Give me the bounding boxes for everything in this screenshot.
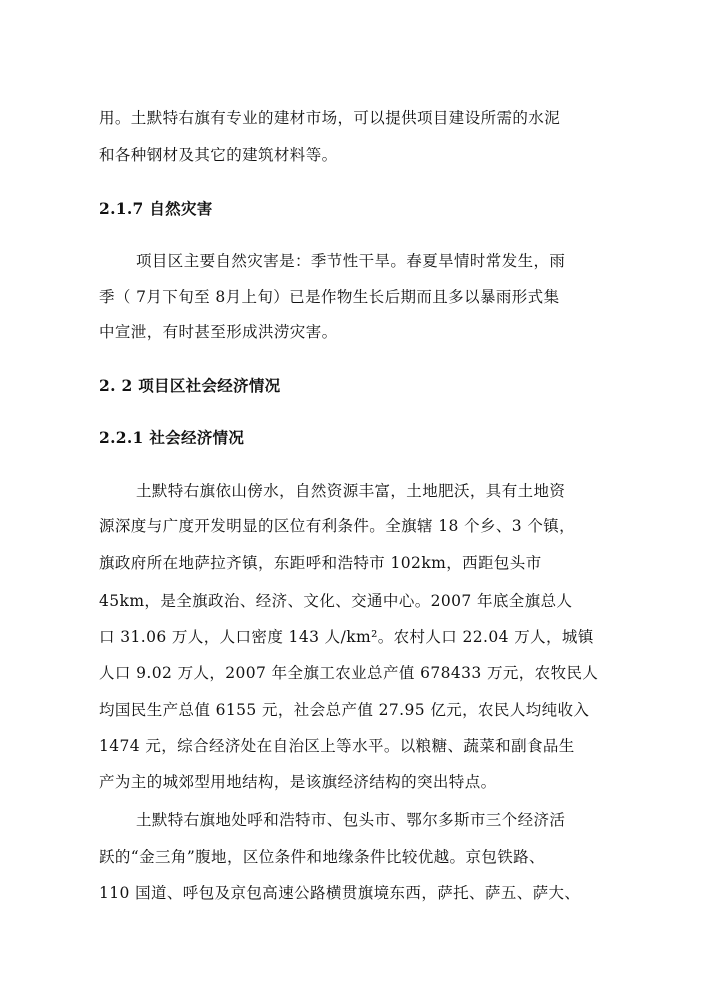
economy-p1-line-7: 均国民生产总值 6155 元，社会总产值 27.95 亿元，农民人均纯收入: [99, 701, 590, 719]
economy-p1-line-8: 1474 元，综合经济处在自治区上等水平。以粮糖、蔬菜和副食品生: [99, 737, 575, 755]
disaster-line-3: 中宣泄，有时甚至形成洪涝灾害。: [99, 323, 338, 341]
economy-p1-line-5: 口 31.06 万人，人口密度 143 人/km²。农村人口 22.04 万人，城镇: [99, 628, 594, 646]
economy-p1-line-2: 源深度与广度开发明显的区位有利条件。全旗辖 18 个乡、3 个镇，: [99, 517, 576, 535]
disaster-line-2: 季（ 7月下旬至 8月上旬）已是作物生长后期而且多以暴雨形式集: [99, 288, 560, 306]
economy-p2-line-2: 跃的“金三角”腹地，区位条件和地缘条件比较优越。京包铁路、: [99, 848, 545, 866]
section-2-2-heading: 2. 2 项目区社会经济情况: [99, 376, 281, 395]
economy-p1-line-9: 产为主的城郊型用地结构，是该旗经济结构的突出特点。: [99, 773, 497, 791]
section-2-1-7-heading: 2.1.7 自然灾害: [99, 199, 213, 218]
economy-p1-line-6: 人口 9.02 万人，2007 年全旗工农业总产值 678433 万元，农牧民人: [99, 664, 599, 682]
economy-p2-line-3: 110 国道、呼包及京包高速公路横贯旗境东西，萨托、萨五、萨大、: [99, 884, 581, 902]
economy-p2-line-1: 土默特右旗地处呼和浩特市、包头市、鄂尔多斯市三个经济活: [136, 811, 566, 829]
intro-line-2: 和各种钢材及其它的建筑材料等。: [99, 146, 338, 164]
section-2-2-1-heading: 2.2.1 社会经济情况: [99, 428, 245, 447]
economy-p1-line-1: 土默特右旗依山傍水，自然资源丰富，土地肥沃，具有土地资: [136, 482, 566, 500]
intro-line-1: 用。土默特右旗有专业的建材市场，可以提供项目建设所需的水泥: [99, 109, 561, 127]
economy-p1-line-3: 旗政府所在地萨拉齐镇，东距呼和浩特市 102km，西距包头市: [99, 554, 542, 572]
disaster-line-1: 项目区主要自然灾害是：季节性干旱。春夏旱情时常发生，雨: [136, 252, 566, 270]
economy-p1-line-4: 45km，是全旗政治、经济、文化、交通中心。2007 年底全旗总人: [99, 592, 573, 610]
